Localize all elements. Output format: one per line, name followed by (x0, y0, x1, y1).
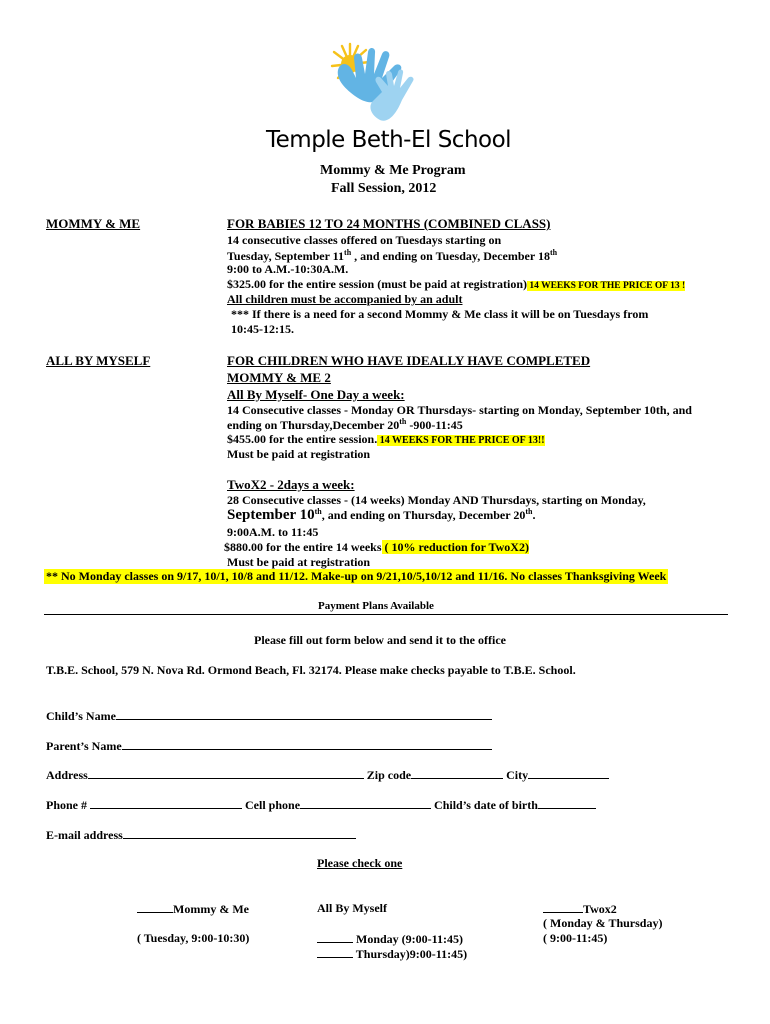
all-by-myself-heading2: MOMMY & ME 2 (227, 370, 331, 385)
twox2-checkbox-line[interactable] (543, 901, 583, 913)
cell-phone-field[interactable]: Cell phone (245, 798, 431, 812)
mommy-me-checkbox-line[interactable] (137, 901, 173, 913)
hands-sun-icon (328, 40, 448, 128)
all-by-myself-heading1: FOR CHILDREN WHO HAVE IDEALLY HAVE COMPLETED (227, 353, 591, 368)
parent-name-field[interactable]: Parent’s Name (46, 738, 492, 754)
instructions: Please fill out form below and send it to the office (254, 633, 506, 647)
divider (44, 614, 728, 615)
phone-row (46, 797, 596, 813)
mommy-me-heading: FOR BABIES 12 TO 24 MONTHS (COMBINED CLASS) (227, 216, 551, 231)
email-field[interactable]: E-mail address (46, 827, 356, 843)
option-mommy-me[interactable]: Mommy & Me (137, 901, 249, 917)
all-by-myself-line3: $455.00 for the entire session. 14 WEEKS FOR THE PRICE OF 13!! (227, 432, 545, 446)
option-twox2[interactable]: Twox2 (543, 901, 617, 917)
twox2-line4: $880.00 for the entire 14 weeks ( 10% reduction for TwoX2) (224, 540, 529, 554)
option-all-by-myself: All By Myself (317, 901, 387, 915)
no-class-notice: ** No Monday classes on 9/17, 10/1, 10/8 and 11/12. Make-up on 9/21,10/5,10/12 and 11/16. No classes Thanksgiving Week (46, 569, 667, 583)
payment-plans: Payment Plans Available (318, 600, 434, 612)
mommy-me-label: MOMMY & ME (46, 216, 141, 231)
child-name-field[interactable]: Child’s Name (46, 708, 492, 724)
abm-thursday-checkbox-line[interactable] (317, 946, 353, 958)
school-logo (328, 40, 448, 128)
all-by-myself-line4: Must be paid at registration (227, 447, 371, 461)
program-title: Mommy & Me Program (320, 163, 466, 178)
mommy-me-line5: All children must be accompanied by an adult (227, 292, 463, 306)
all-by-myself-line2: ending on Thursday,December 20th -900-11:45 (227, 417, 463, 432)
twox2-line5: Must be paid at registration (227, 555, 371, 569)
all-by-myself-subheading: All By Myself- One Day a week: (227, 387, 405, 402)
mommy-me-line7: 10:45-12:15. (231, 322, 294, 336)
mailing-address: T.B.E. School, 579 N. Nova Rd. Ormond Beach, Fl. 32174. Please make checks payable to T.B.E. School. (46, 663, 576, 677)
twox2-line1: 28 Consecutive classes - (14 weeks) Monday AND Thursdays, starting on Monday, (227, 493, 646, 507)
address-field[interactable]: Address (46, 768, 364, 782)
zip-field[interactable]: Zip code (367, 768, 503, 782)
mommy-me-line2: Tuesday, September 11th , and ending on Tuesday, December 18th (227, 248, 558, 263)
logo-title: Temple Beth-El School (266, 127, 512, 153)
twox2-line3: 9:00A.M. to 11:45 (227, 525, 319, 539)
child-dob-field[interactable]: Child’s date of birth (434, 798, 596, 812)
mommy-me-line4: $325.00 for the entire session (must be paid at registration) 14 WEEKS FOR THE PRICE OF 13 ! (227, 277, 686, 291)
address-row (46, 767, 609, 783)
mommy-me-line6: *** If there is a need for a second Mommy & Me class it will be on Tuesdays from (231, 307, 649, 321)
session-title: Fall Session, 2012 (331, 181, 437, 196)
option-abm-monday[interactable]: Monday (9:00-11:45) (317, 931, 463, 947)
twox2-reduction-highlight: ( 10% reduction for TwoX2) (381, 540, 529, 554)
phone-field[interactable]: Phone # (46, 798, 242, 812)
mommy-me-time: ( Tuesday, 9:00-10:30) (137, 931, 250, 945)
twox2-time: ( 9:00-11:45) (543, 931, 608, 945)
option-abm-thursday[interactable]: Thursday)9:00-11:45) (317, 946, 467, 962)
mommy-me-line3: 9:00 to A.M.-10:30A.M. (227, 262, 349, 276)
twox2-days: ( Monday & Thursday) (543, 916, 663, 930)
mommy-me-line1: 14 consecutive classes offered on Tuesdays starting on (227, 233, 502, 247)
check-one-heading: Please check one (317, 856, 403, 870)
all-by-myself-price-highlight: 14 WEEKS FOR THE PRICE OF 13!! (377, 435, 545, 446)
twox2-heading: TwoX2 - 2days a week: (227, 477, 355, 492)
all-by-myself-line1: 14 Consecutive classes - Monday OR Thursdays- starting on Monday, September 10th, and (227, 403, 692, 417)
twox2-line2: September 10th, and ending on Thursday, December 20th. (227, 507, 536, 523)
city-field[interactable]: City (506, 768, 609, 782)
mommy-me-price-highlight: 14 WEEKS FOR THE PRICE OF 13 ! (526, 281, 686, 291)
abm-monday-checkbox-line[interactable] (317, 931, 353, 943)
all-by-myself-label: ALL BY MYSELF (46, 353, 151, 368)
